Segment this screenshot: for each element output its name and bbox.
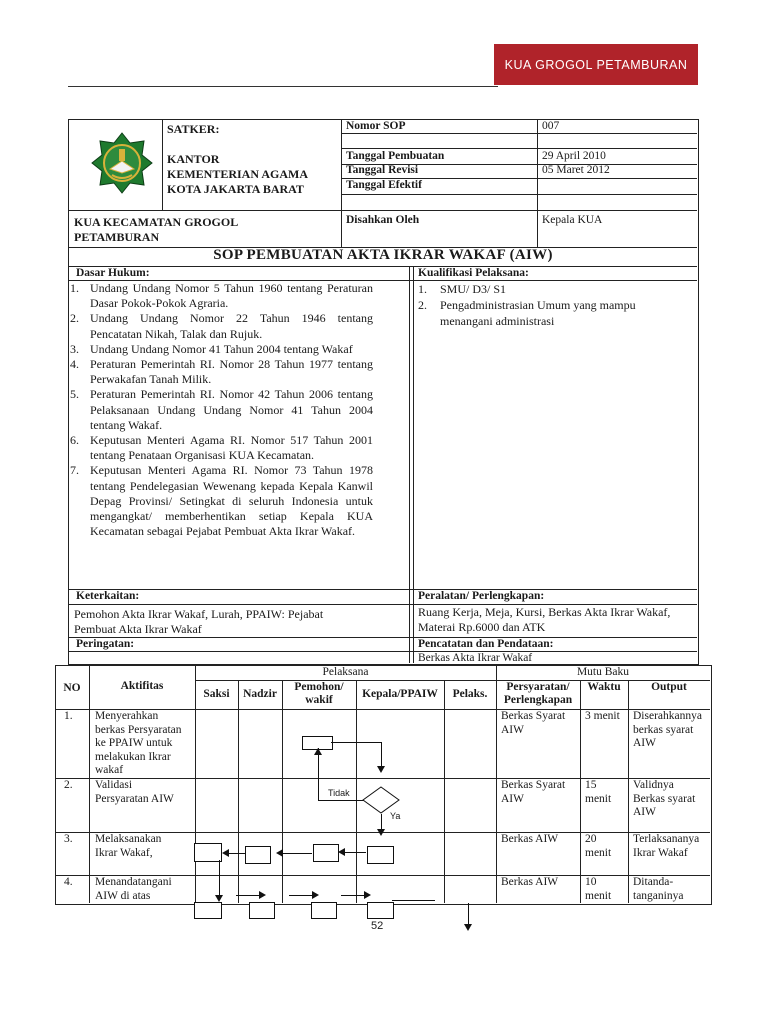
- kualifikasi-item1: SMU/ D3/ S1: [440, 282, 507, 296]
- kualifikasi-item1-num: 1.: [418, 282, 427, 296]
- header-banner: KUA GROGOL PETAMBURAN: [494, 44, 698, 85]
- page-number: 52: [371, 920, 384, 932]
- flow-label-yes: Ya: [390, 811, 401, 821]
- tanggal-revisi-value: 05 Maret 2012: [542, 164, 610, 176]
- disahkan-label: Disahkan Oleh: [346, 214, 420, 226]
- col-pemohon-line2: wakif: [305, 694, 333, 706]
- peralatan-label: Peralatan/ Perlengkapan:: [418, 590, 545, 602]
- table-row-waktu: 20: [585, 833, 597, 845]
- flow-box-ikrar-nadzir: [245, 846, 271, 864]
- table-row-waktu: 15: [585, 779, 597, 791]
- keterkaitan-label: Keterkaitan:: [76, 590, 140, 602]
- dasar-hukum-item: [68, 311, 373, 341]
- flow-label-no: Tidak: [328, 788, 350, 798]
- dasar-hukum-item: [68, 357, 373, 387]
- table-row-number: 1.: [64, 710, 73, 722]
- col-nadzir: Nadzir: [243, 688, 277, 700]
- table-row-aktifitas: Menyerahkan: [95, 710, 159, 722]
- dasar-hukum-item-number: 3.: [70, 341, 79, 356]
- col-waktu: Waktu: [587, 681, 621, 693]
- peralatan-line1: Ruang Kerja, Meja, Kursi, Berkas Akta Ikrar Wakaf,: [418, 605, 671, 619]
- col-output: Output: [651, 681, 687, 693]
- table-row-persyaratan: Berkas Syarat: [501, 710, 566, 722]
- table-row-output: AIW: [633, 737, 656, 749]
- table-row-output: tanganinya: [633, 889, 684, 902]
- col-kepala: Kepala/PPAIW: [362, 688, 438, 700]
- flow-box-ikrar-saksi: [194, 843, 222, 862]
- table-row-waktu: menit: [585, 889, 612, 902]
- dasar-hukum-item: [68, 281, 373, 311]
- keterkaitan-line1: Pemohon Akta Ikrar Wakaf, Lurah, PPAIW: Pejabat: [74, 607, 324, 621]
- table-row-persyaratan: Berkas Syarat: [501, 779, 566, 791]
- dasar-hukum-item-number: 5.: [70, 387, 79, 402]
- peringatan-label: Peringatan:: [76, 638, 135, 650]
- unit-line1: KUA KECAMATAN GROGOL: [74, 215, 239, 229]
- nomor-sop-value: 007: [542, 120, 560, 132]
- dasar-hukum-item-text: Undang Undang Nomor 5 Tahun 1960 tentang Peraturan Dasar Pokok-Pokok Agraria.: [90, 281, 373, 311]
- col-pemohon-line1: Pemohon/: [294, 681, 344, 693]
- table-row-persyaratan: AIW: [501, 792, 524, 805]
- col-aktifitas: Aktifitas: [120, 680, 164, 692]
- table-row-waktu: 3 menit: [585, 710, 620, 722]
- table-row-number: 2.: [64, 779, 73, 791]
- table-row-aktifitas: AIW di atas: [95, 889, 151, 902]
- kemenag-emblem-icon: [90, 131, 154, 195]
- table-row-output: Ditanda-: [633, 876, 674, 888]
- header-rule: [68, 86, 498, 87]
- table-row-persyaratan: Berkas AIW: [501, 876, 559, 888]
- table-row-waktu: menit: [585, 792, 612, 805]
- pencatatan-label: Pencatatan dan Pendataan:: [418, 638, 554, 650]
- dasar-hukum-item-text: Undang Undang Nomor 22 Tahun 1946 tentang Pencatatan Nikah, Talak dan Rujuk.: [90, 311, 373, 341]
- page-title: SOP PEMBUATAN AKTA IKRAR WAKAF (AIW): [213, 247, 553, 263]
- dasar-hukum-item-number: 4.: [70, 357, 79, 372]
- col-persyaratan-line2: Perlengkapan: [503, 694, 573, 706]
- satker-label: SATKER:: [167, 122, 220, 136]
- table-row-aktifitas: Validasi: [95, 779, 133, 791]
- table-row-aktifitas: Persyaratan AIW: [95, 792, 174, 805]
- dasar-hukum-item-text: Peraturan Pemerintah RI. Nomor 28 Tahun 1977 tentang Perwakafan Tanah Milik.: [90, 357, 373, 387]
- tanggal-pembuatan-value: 29 April 2010: [542, 150, 606, 162]
- table-row-number: 4.: [64, 876, 73, 888]
- table-row-aktifitas: ke PPAIW untuk: [95, 737, 173, 749]
- satker-org-line1: KANTOR: [167, 152, 220, 166]
- pencatatan-value: Berkas Akta Ikrar Wakaf: [418, 652, 533, 664]
- col-saksi: Saksi: [203, 688, 230, 700]
- dasar-hukum-item-number: 6.: [70, 433, 79, 448]
- dasar-hukum-item-text: Undang Undang Nomor 41 Tahun 2004 tentang Wakaf: [90, 341, 353, 356]
- dasar-hukum-item-number: 2.: [70, 311, 79, 326]
- tanggal-pembuatan-label: Tanggal Pembuatan: [346, 150, 445, 162]
- flow-box-sign-pemohon: [311, 902, 337, 919]
- table-row-aktifitas: berkas Persyaratan: [95, 723, 182, 736]
- satker-org-line2: KEMENTERIAN AGAMA: [167, 167, 309, 181]
- dasar-hukum-item-text: Keputusan Menteri Agama RI. Nomor 517 Tahun 2001 tentang Penataan Organisasi KUA Kecamatan.: [90, 433, 373, 463]
- dasar-hukum-item: [68, 433, 373, 463]
- dasar-hukum-item: [68, 387, 373, 433]
- dasar-hukum-item-number: 1.: [70, 281, 79, 295]
- dasar-hukum-item: [68, 463, 373, 539]
- flow-box-ikrar-pemohon: [313, 844, 339, 862]
- table-row-aktifitas: Menandatangani: [95, 876, 172, 888]
- table-row-persyaratan: AIW: [501, 723, 524, 736]
- nomor-sop-label: Nomor SOP: [346, 120, 406, 132]
- kualifikasi-label: Kualifikasi Pelaksana:: [418, 267, 529, 279]
- tanggal-revisi-label: Tanggal Revisi: [346, 164, 419, 176]
- peralatan-line2: Materai Rp.6000 dan ATK: [418, 620, 546, 634]
- flow-box-sign-saksi: [194, 902, 222, 919]
- table-row-waktu: 10: [585, 876, 597, 888]
- table-row-waktu: menit: [585, 846, 612, 859]
- table-row-output: Terlaksananya: [633, 833, 700, 845]
- disahkan-value: Kepala KUA: [542, 214, 603, 226]
- dasar-hukum-item: [68, 342, 373, 357]
- table-row-output: berkas syarat: [633, 723, 694, 736]
- col-no: NO: [63, 682, 81, 694]
- table-row-aktifitas: Melaksanakan: [95, 833, 162, 845]
- unit-line2: PETAMBURAN: [74, 230, 160, 244]
- flow-box-sign-nadzir: [249, 902, 275, 919]
- table-row-aktifitas: wakaf: [95, 764, 124, 776]
- satker-org-line3: KOTA JAKARTA BARAT: [167, 182, 304, 196]
- table-row-number: 3.: [64, 833, 73, 845]
- table-row-output: Diserahkannya: [633, 710, 702, 722]
- flow-box-sign-kepala: [367, 902, 394, 919]
- col-pelaks: Pelaks.: [452, 688, 488, 700]
- table-row-aktifitas: Ikrar Wakaf,: [95, 846, 153, 859]
- flow-box-ikrar-kepala: [367, 846, 394, 864]
- col-persyaratan-line1: Persyaratan/: [506, 681, 570, 693]
- col-pelaksana: Pelaksana: [322, 666, 369, 678]
- dasar-hukum-item-text: Peraturan Pemerintah RI. Nomor 42 Tahun 2006 tentang Pelaksanaan Undang Undang Nomor 41 Tahun 2004 tentang Wakaf.: [90, 387, 373, 432]
- dasar-hukum-list: [68, 281, 373, 539]
- table-row-output: Validnya: [633, 779, 674, 791]
- dasar-hukum-label: Dasar Hukum:: [76, 267, 150, 279]
- dasar-hukum-item-number: 7.: [70, 463, 79, 478]
- keterkaitan-line2: Pembuat Akta Ikrar Wakaf: [74, 622, 202, 636]
- table-row-aktifitas: melakukan Ikrar: [95, 750, 171, 763]
- tanggal-efektif-label: Tanggal Efektif: [346, 179, 422, 191]
- table-row-persyaratan: Berkas AIW: [501, 833, 559, 845]
- table-row-output: Ikrar Wakaf: [633, 846, 688, 859]
- kualifikasi-item2-line2: menangani administrasi: [440, 314, 555, 328]
- kualifikasi-item2-num: 2.: [418, 298, 427, 312]
- kualifikasi-item2-line1: Pengadministrasian Umum yang mampu: [440, 298, 636, 312]
- table-row-output: AIW: [633, 806, 656, 818]
- col-mutu-baku: Mutu Baku: [576, 666, 630, 678]
- table-row-output: Berkas syarat: [633, 792, 696, 805]
- dasar-hukum-item-text: Keputusan Menteri Agama RI. Nomor 73 Tahun 1978 tentang Pendelegasian Wewenang kepada Kepala Kanwil Depag Provinsi/ Setingkat di seluruh Indonesia untuk mengangkat/ memberhentikan setiap Kepala KUA Kecamatan sebagai Pejabat Pembuat Akta Ikrar Wakaf.: [90, 463, 373, 539]
